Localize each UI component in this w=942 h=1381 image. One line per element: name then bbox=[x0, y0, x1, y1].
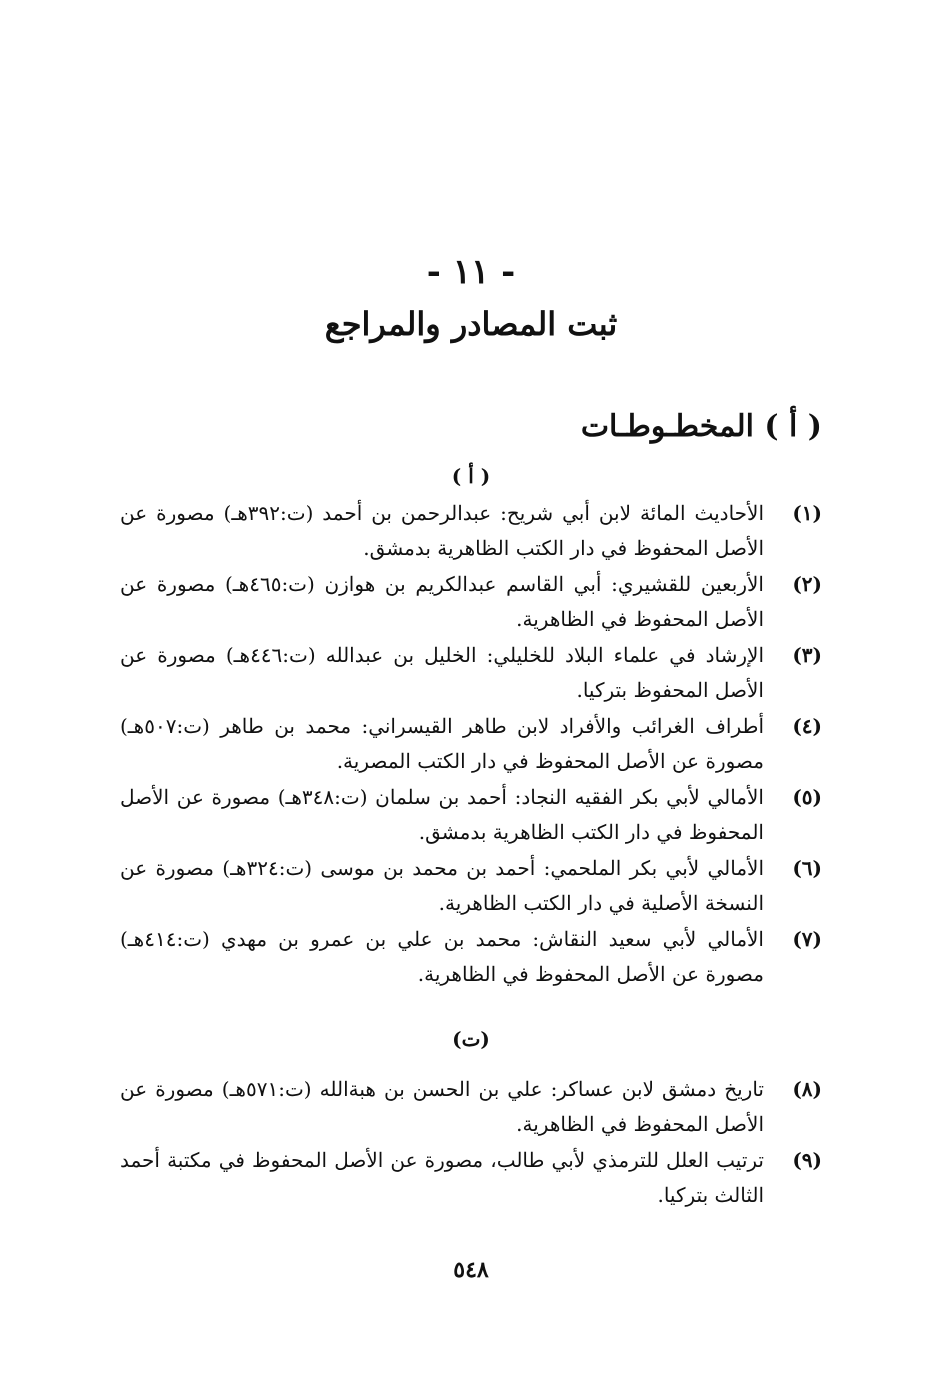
entry-text: الأمالي لأبي سعيد النقاش: محمد بن علي بن عمرو بن مهدي (ت:٤١٤هـ) مصورة عن الأصل المحفوظ في الظاهرية. bbox=[120, 927, 764, 986]
entry-text: ترتيب العلل للترمذي لأبي طالب، مصورة عن الأصل المحفوظ في مكتبة أحمد الثالث بتركيا. bbox=[120, 1148, 764, 1207]
page-number: ٥٤٨ bbox=[453, 1257, 489, 1283]
list-item bbox=[120, 496, 822, 566]
entry-text: الأحاديث المائة لابن أبي شريح: عبدالرحمن بن أحمد (ت:٣٩٢هـ) مصورة عن الأصل المحفوظ في دار الكتب الظاهرية بدمشق. bbox=[120, 501, 765, 560]
list-item bbox=[120, 1143, 822, 1213]
entry-text: الأمالي لأبي بكر الملحمي: أحمد بن محمد بن موسى (ت:٣٢٤هـ) مصورة عن النسخة الأصلية في دار الكتب الظاهرية. bbox=[120, 856, 764, 915]
entry-text: تاريخ دمشق لابن عساكر: علي بن الحسن بن هبةالله (ت:٥٧١هـ) مصورة عن الأصل المحفوظ في الظاهرية. bbox=[120, 1077, 764, 1136]
entry-number: (٥) bbox=[792, 785, 822, 809]
list-item bbox=[120, 851, 822, 921]
entry-number: (٤) bbox=[792, 714, 822, 738]
entry-text: أطراف الغرائب والأفراد لابن طاهر القيسراني: محمد بن طاهر (ت:٥٠٧هـ) مصورة عن الأصل المحفوظ في دار الكتب المصرية. bbox=[120, 714, 764, 773]
chapter-title: ثبت المصادر والمراجع bbox=[324, 305, 618, 343]
entry-number: (٢) bbox=[792, 572, 822, 596]
entry-number: (٦) bbox=[792, 856, 822, 880]
list-item bbox=[120, 1072, 822, 1142]
entry-number: (٣) bbox=[792, 643, 822, 667]
list-item bbox=[120, 709, 822, 779]
entry-text: الأربعين للقشيري: أبي القاسم عبدالكريم بن هوازن (ت:٤٦٥هـ) مصورة عن الأصل المحفوظ في الظاهرية. bbox=[120, 572, 764, 631]
chapter-number: - ١١ - bbox=[426, 252, 516, 292]
letter-heading-alif: ( أ ) bbox=[451, 464, 491, 488]
section-heading: ( أ ) المخطـوطـات bbox=[580, 409, 822, 444]
entry-text: الأمالي لأبي بكر الفقيه النجاد: أحمد بن سلمان (ت:٣٤٨هـ) مصورة عن الأصل المحفوظ في دار الكتب الظاهرية بدمشق. bbox=[120, 785, 764, 844]
entry-number: (٨) bbox=[792, 1077, 822, 1101]
entry-list-ta bbox=[120, 1072, 822, 1214]
list-item bbox=[120, 567, 822, 637]
list-item bbox=[120, 922, 822, 992]
entry-list-alif bbox=[120, 496, 822, 993]
entry-number: (٩) bbox=[792, 1148, 822, 1172]
list-item bbox=[120, 780, 822, 850]
entry-text: الإرشاد في علماء البلاد للخليلي: الخليل بن عبدالله (ت:٤٤٦هـ) مصورة عن الأصل المحفوظ بتركيا. bbox=[120, 643, 765, 702]
entry-number: (١) bbox=[792, 501, 822, 525]
list-item bbox=[120, 638, 822, 708]
letter-heading-ta: (ت) bbox=[452, 1027, 490, 1051]
entry-number: (٧) bbox=[792, 927, 822, 951]
